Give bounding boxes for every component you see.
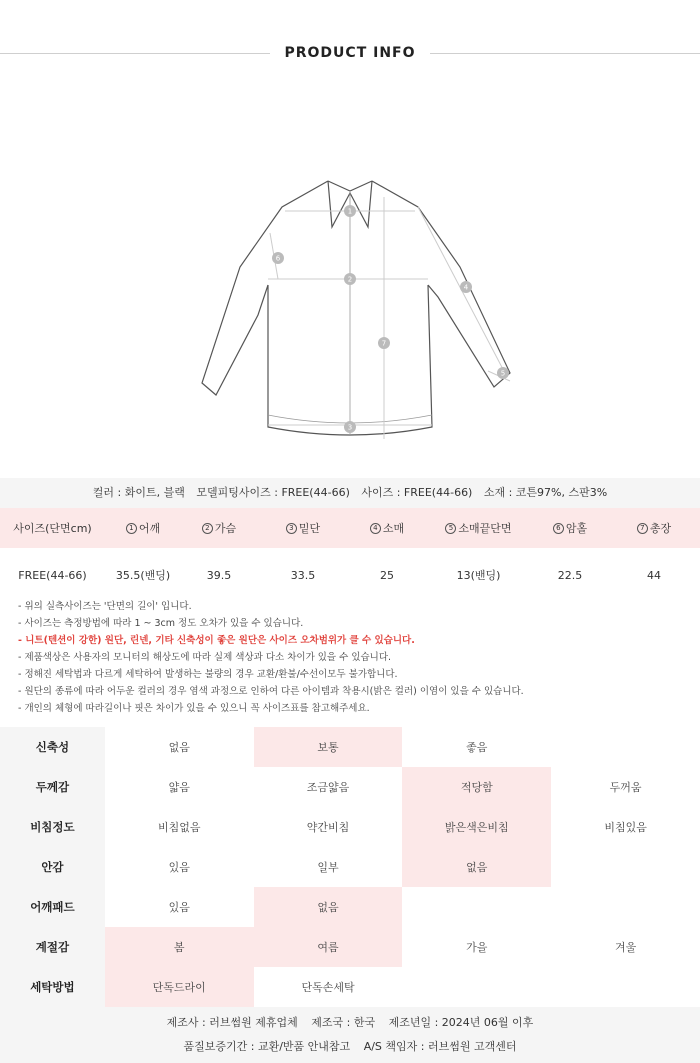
header-armhole: 6 암홀 xyxy=(532,508,608,548)
attr-option-selected: 없음 xyxy=(254,887,403,927)
size-table-header xyxy=(0,508,700,548)
attr-option xyxy=(551,727,700,767)
table-cell: 44 xyxy=(647,568,661,582)
attr-option: 비침있음 xyxy=(551,807,700,847)
note-item: - 제품색상은 사용자의 모니터의 해상도에 따라 실제 색상과 다소 차이가 있을 수 있습니다. xyxy=(18,652,392,663)
attr-row-shoulder-pad xyxy=(0,887,700,927)
header-sleeve: 4 소매 xyxy=(349,508,425,548)
as-contact-info: A/S 책임자 : 러브썸원 고객센터 xyxy=(363,1040,517,1053)
attr-option xyxy=(551,887,700,927)
table-row xyxy=(0,548,700,602)
attr-option-selected: 여름 xyxy=(254,927,403,967)
page-title: PRODUCT INFO xyxy=(284,45,416,61)
attr-label: 비침정도 xyxy=(0,807,105,847)
measure-markers xyxy=(272,205,509,433)
model-size-info: 모델피팅사이즈 : FREE(44-66) xyxy=(196,486,350,499)
attr-option: 비침없음 xyxy=(105,807,254,847)
attr-option-selected: 봄 xyxy=(105,927,254,967)
attr-option: 있음 xyxy=(105,847,254,887)
attr-row-lining xyxy=(0,847,700,887)
manufacturer-info: 제조사 : 러브썸원 제휴업체 xyxy=(166,1016,298,1029)
header-length: 7 총장 xyxy=(608,508,700,548)
table-cell: FREE(44-66) xyxy=(18,568,87,582)
header-chest: 2 가슴 xyxy=(181,508,257,548)
attr-row-season xyxy=(0,927,700,967)
size-table xyxy=(0,508,700,602)
attr-option-selected: 적당함 xyxy=(402,767,551,807)
marker-6-label: 6 xyxy=(275,254,281,263)
attr-option: 가을 xyxy=(402,927,551,967)
note-item: - 원단의 종류에 따라 어두운 컬러의 경우 염색 과정으로 인하여 다른 아이템과 착용시(밝은 컬러) 이염이 있을 수 있습니다. xyxy=(18,686,524,697)
header-size: 사이즈(단면cm) xyxy=(13,522,92,535)
table-cell: 22.5 xyxy=(557,568,583,582)
divider xyxy=(430,53,700,54)
table-cell: 39.5 xyxy=(206,568,232,582)
size-info: 사이즈 : FREE(44-66) xyxy=(361,486,473,499)
attr-label: 계절감 xyxy=(0,927,105,967)
note-item: - 위의 실측사이즈는 '단면의 길이' 입니다. xyxy=(18,601,192,612)
attr-option-selected: 단독드라이 xyxy=(105,967,254,1007)
attr-option xyxy=(402,967,551,1007)
marker-4-label: 4 xyxy=(463,283,469,292)
note-item: - 정해진 세탁법과 다르게 세탁하여 발생하는 불량의 경우 교환/환불/수선이모두 불가합니다. xyxy=(18,669,398,680)
attr-option: 일부 xyxy=(254,847,403,887)
attr-option: 겨울 xyxy=(551,927,700,967)
footer-info xyxy=(0,1007,700,1063)
header-hem: 3 밑단 xyxy=(257,508,349,548)
attr-option: 단독손세탁 xyxy=(254,967,403,1007)
table-cell: 25 xyxy=(380,568,394,582)
attr-option: 얇음 xyxy=(105,767,254,807)
attr-row-thickness xyxy=(0,767,700,807)
marker-2-label: 2 xyxy=(347,275,353,284)
header-cuff: 5 소매끝단면 xyxy=(425,508,532,548)
attr-option: 두꺼움 xyxy=(551,767,700,807)
attr-option-selected: 보통 xyxy=(254,727,403,767)
marker-5-label: 5 xyxy=(500,369,506,378)
attr-option: 있음 xyxy=(105,887,254,927)
attribute-table xyxy=(0,727,700,1007)
attr-row-sheerness xyxy=(0,807,700,847)
attr-option: 약간비침 xyxy=(254,807,403,847)
attr-option xyxy=(551,847,700,887)
marker-7-label: 7 xyxy=(381,339,387,348)
attr-label: 두께감 xyxy=(0,767,105,807)
attr-row-washing xyxy=(0,967,700,1007)
section-title xyxy=(0,42,700,64)
material-info: 소재 : 코튼97%, 스판3% xyxy=(483,486,608,499)
footer-line xyxy=(0,1011,700,1035)
attr-label: 세탁방법 xyxy=(0,967,105,1007)
warranty-info: 품질보증기간 : 교환/반품 안내참고 xyxy=(183,1040,351,1053)
table-cell: 33.5 xyxy=(290,568,316,582)
note-item: - 사이즈는 측정방법에 따라 1 ~ 3cm 정도 오차가 있을 수 있습니다. xyxy=(18,618,304,629)
footer-line xyxy=(0,1035,700,1059)
attr-row-stretch xyxy=(0,727,700,767)
notes-list xyxy=(18,598,688,717)
header-shoulder: 1 어깨 xyxy=(105,508,181,548)
note-item-warning: - 니트(텐션이 강한) 원단, 린넨, 기타 신축성이 좋은 원단은 사이즈 오차범위가 클 수 있습니다. xyxy=(18,635,415,646)
attr-option-selected: 없음 xyxy=(402,847,551,887)
color-info: 컬러 : 화이트, 블랙 xyxy=(92,486,185,499)
attr-option: 없음 xyxy=(105,727,254,767)
attr-option xyxy=(402,887,551,927)
attr-option: 조금얇음 xyxy=(254,767,403,807)
country-info: 제조국 : 한국 xyxy=(311,1016,376,1029)
attr-option: 좋음 xyxy=(402,727,551,767)
table-cell: 13(밴딩) xyxy=(456,569,501,582)
marker-3-label: 3 xyxy=(347,423,353,432)
attr-label: 어깨패드 xyxy=(0,887,105,927)
table-cell: 35.5(밴딩) xyxy=(115,569,171,582)
attr-option-selected: 밝은색은비침 xyxy=(402,807,551,847)
product-info-bar xyxy=(0,478,700,508)
shirt-diagram xyxy=(170,175,530,450)
note-item: - 개인의 체형에 따라길이나 핏은 차이가 있을 수 있으니 꼭 사이즈표를 참고해주세요. xyxy=(18,703,370,714)
marker-1-label: 1 xyxy=(347,207,353,216)
attr-option xyxy=(551,967,700,1007)
manufacture-date-info: 제조년일 : 2024년 06월 이후 xyxy=(388,1016,534,1029)
attr-label: 안감 xyxy=(0,847,105,887)
attr-label: 신축성 xyxy=(0,727,105,767)
